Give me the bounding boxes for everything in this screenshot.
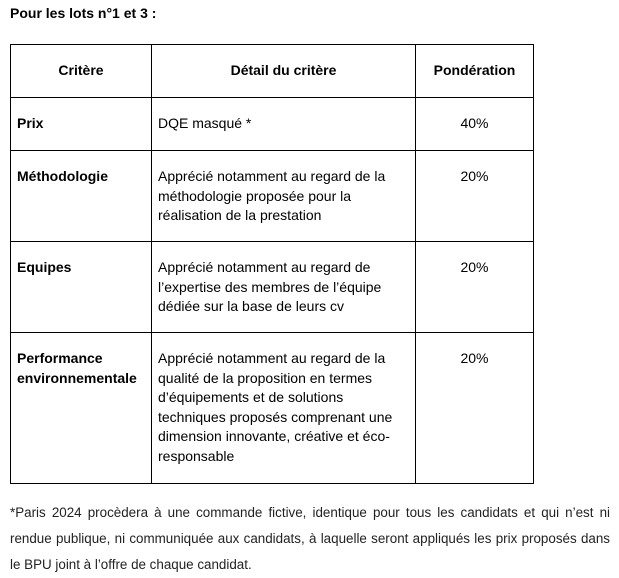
weight-cell: 20% [460, 168, 489, 184]
table-row-performance [11, 333, 534, 484]
header-detail: Détail du critère [152, 45, 416, 98]
footnote: *Paris 2024 procèdera à une commande fictive, identique pour tous les candidats et qui n’est ni rendue publique, ni communiquée aux candidats, à laquelle seront appliqués les prix proposés dans le BPU joint à l’offre de chaque candidat. [10, 505, 610, 572]
table-row-equipes [11, 242, 534, 333]
criterion-cell: Equipes [17, 259, 72, 275]
header-weight: Pondération [416, 45, 534, 98]
weight-cell: 20% [460, 350, 489, 366]
table-header-row [11, 45, 534, 98]
criterion-cell: Performance environnementale [17, 350, 137, 386]
detail-cell: Apprécié notamment au regard de l’expertise des membres de l’équipe dédiée sur la base de leurs cv [158, 259, 382, 314]
criterion-cell: Prix [17, 115, 44, 131]
table-row-prix [11, 98, 534, 151]
detail-cell: Apprécié notamment au regard de la méthodologie proposée pour la réalisation de la prestation [158, 168, 386, 223]
criterion-cell: Méthodologie [17, 168, 108, 184]
weight-cell: 40% [460, 115, 489, 131]
detail-cell: DQE masqué * [158, 115, 252, 131]
header-criterion: Critère [11, 45, 152, 98]
section-heading: Pour les lots n°1 et 3 : [10, 5, 157, 21]
criteria-table [10, 44, 534, 484]
weight-cell: 20% [460, 259, 489, 275]
detail-cell: Apprécié notamment au regard de la qualité de la proposition en termes d’équipements et de solutions techniques proposés comprenant une dimension innovante, créative et éco-responsable [158, 350, 393, 464]
table-row-methodologie [11, 151, 534, 242]
